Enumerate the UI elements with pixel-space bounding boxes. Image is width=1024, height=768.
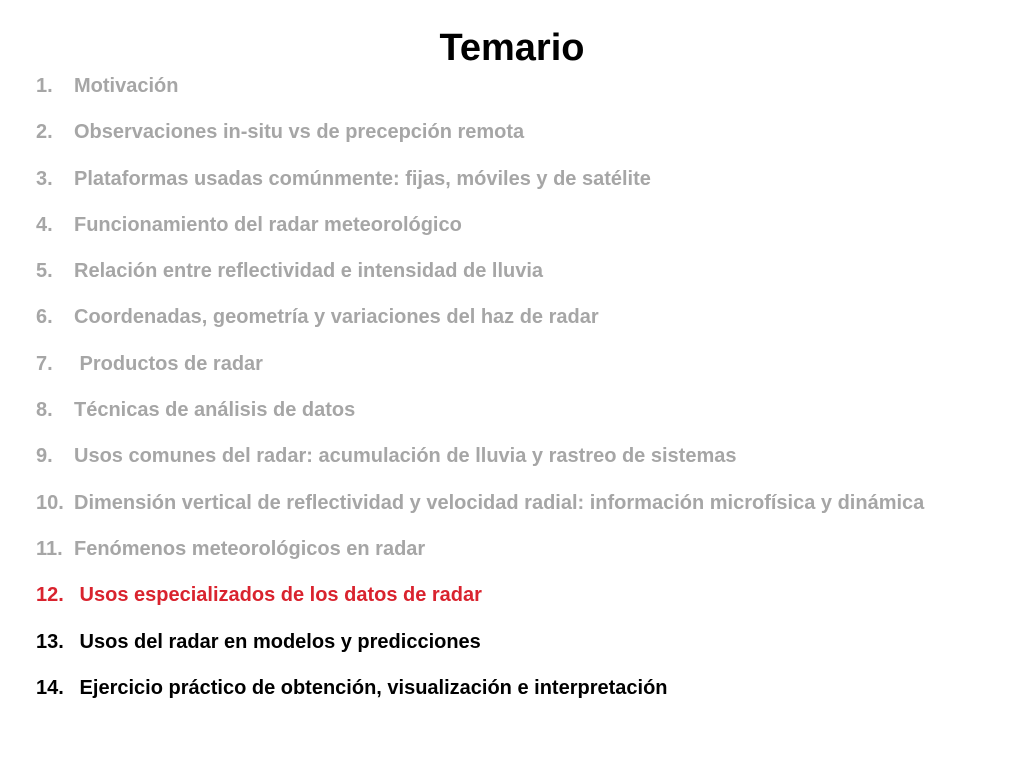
agenda-item bbox=[36, 344, 996, 384]
agenda-item-text: Ejercicio práctico de obtención, visualización e interpretación bbox=[74, 676, 668, 699]
agenda-item bbox=[36, 390, 996, 430]
agenda-item bbox=[36, 159, 996, 199]
agenda-item-number: 7. bbox=[36, 352, 53, 375]
agenda-item-number: 13. bbox=[36, 630, 64, 653]
agenda-item-number: 6. bbox=[36, 306, 53, 329]
agenda-item-text: Usos comunes del radar: acumulación de lluvia y rastreo de sistemas bbox=[74, 445, 737, 468]
agenda-item bbox=[36, 529, 996, 569]
agenda-item bbox=[36, 66, 996, 106]
agenda-item-number: 1. bbox=[36, 75, 53, 97]
agenda-item-text: Motivación bbox=[74, 75, 179, 97]
agenda-item-text: Relación entre reflectividad e intensidad de lluvia bbox=[74, 260, 544, 283]
agenda-item-text: Usos del radar en modelos y predicciones bbox=[74, 630, 481, 653]
agenda-item bbox=[36, 297, 996, 337]
agenda-item-number: 8. bbox=[36, 399, 53, 422]
agenda-item bbox=[36, 436, 996, 476]
agenda-item bbox=[36, 483, 996, 523]
agenda-item-text: Plataformas usadas comúnmente: fijas, móviles y de satélite bbox=[74, 167, 651, 190]
agenda-item-number: 4. bbox=[36, 213, 53, 236]
agenda-item-number: 10. bbox=[36, 491, 64, 514]
agenda-item bbox=[36, 205, 996, 245]
agenda-item-text: Funcionamiento del radar meteorológico bbox=[74, 213, 462, 236]
agenda-item bbox=[36, 668, 996, 708]
agenda-item-text: Técnicas de análisis de datos bbox=[74, 399, 356, 422]
agenda-item-number: 14. bbox=[36, 676, 64, 699]
agenda-item-number: 2. bbox=[36, 121, 53, 144]
agenda-item-current bbox=[36, 575, 996, 615]
agenda-item bbox=[36, 112, 996, 152]
agenda-item-number: 9. bbox=[36, 445, 53, 468]
agenda-item-text: Fenómenos meteorológicos en radar bbox=[74, 537, 426, 560]
agenda-item-text: Productos de radar bbox=[74, 352, 263, 375]
agenda-item bbox=[36, 251, 996, 291]
agenda-item-number: 12. bbox=[36, 584, 64, 607]
agenda-item-number: 3. bbox=[36, 167, 53, 190]
agenda-item-text: Dimensión vertical de reflectividad y velocidad radial: información microfísica y dinámica bbox=[74, 491, 925, 514]
agenda-item-text: Usos especializados de los datos de radar bbox=[74, 584, 482, 607]
agenda-item-number: 5. bbox=[36, 260, 53, 283]
agenda-item-number: 11. bbox=[36, 537, 63, 560]
agenda-item-text: Observaciones in-situ vs de precepción remota bbox=[74, 121, 525, 144]
agenda-item bbox=[36, 622, 996, 662]
agenda-item-text: Coordenadas, geometría y variaciones del haz de radar bbox=[74, 306, 599, 329]
agenda-list bbox=[36, 66, 996, 714]
slide-title: Temario bbox=[439, 27, 585, 69]
